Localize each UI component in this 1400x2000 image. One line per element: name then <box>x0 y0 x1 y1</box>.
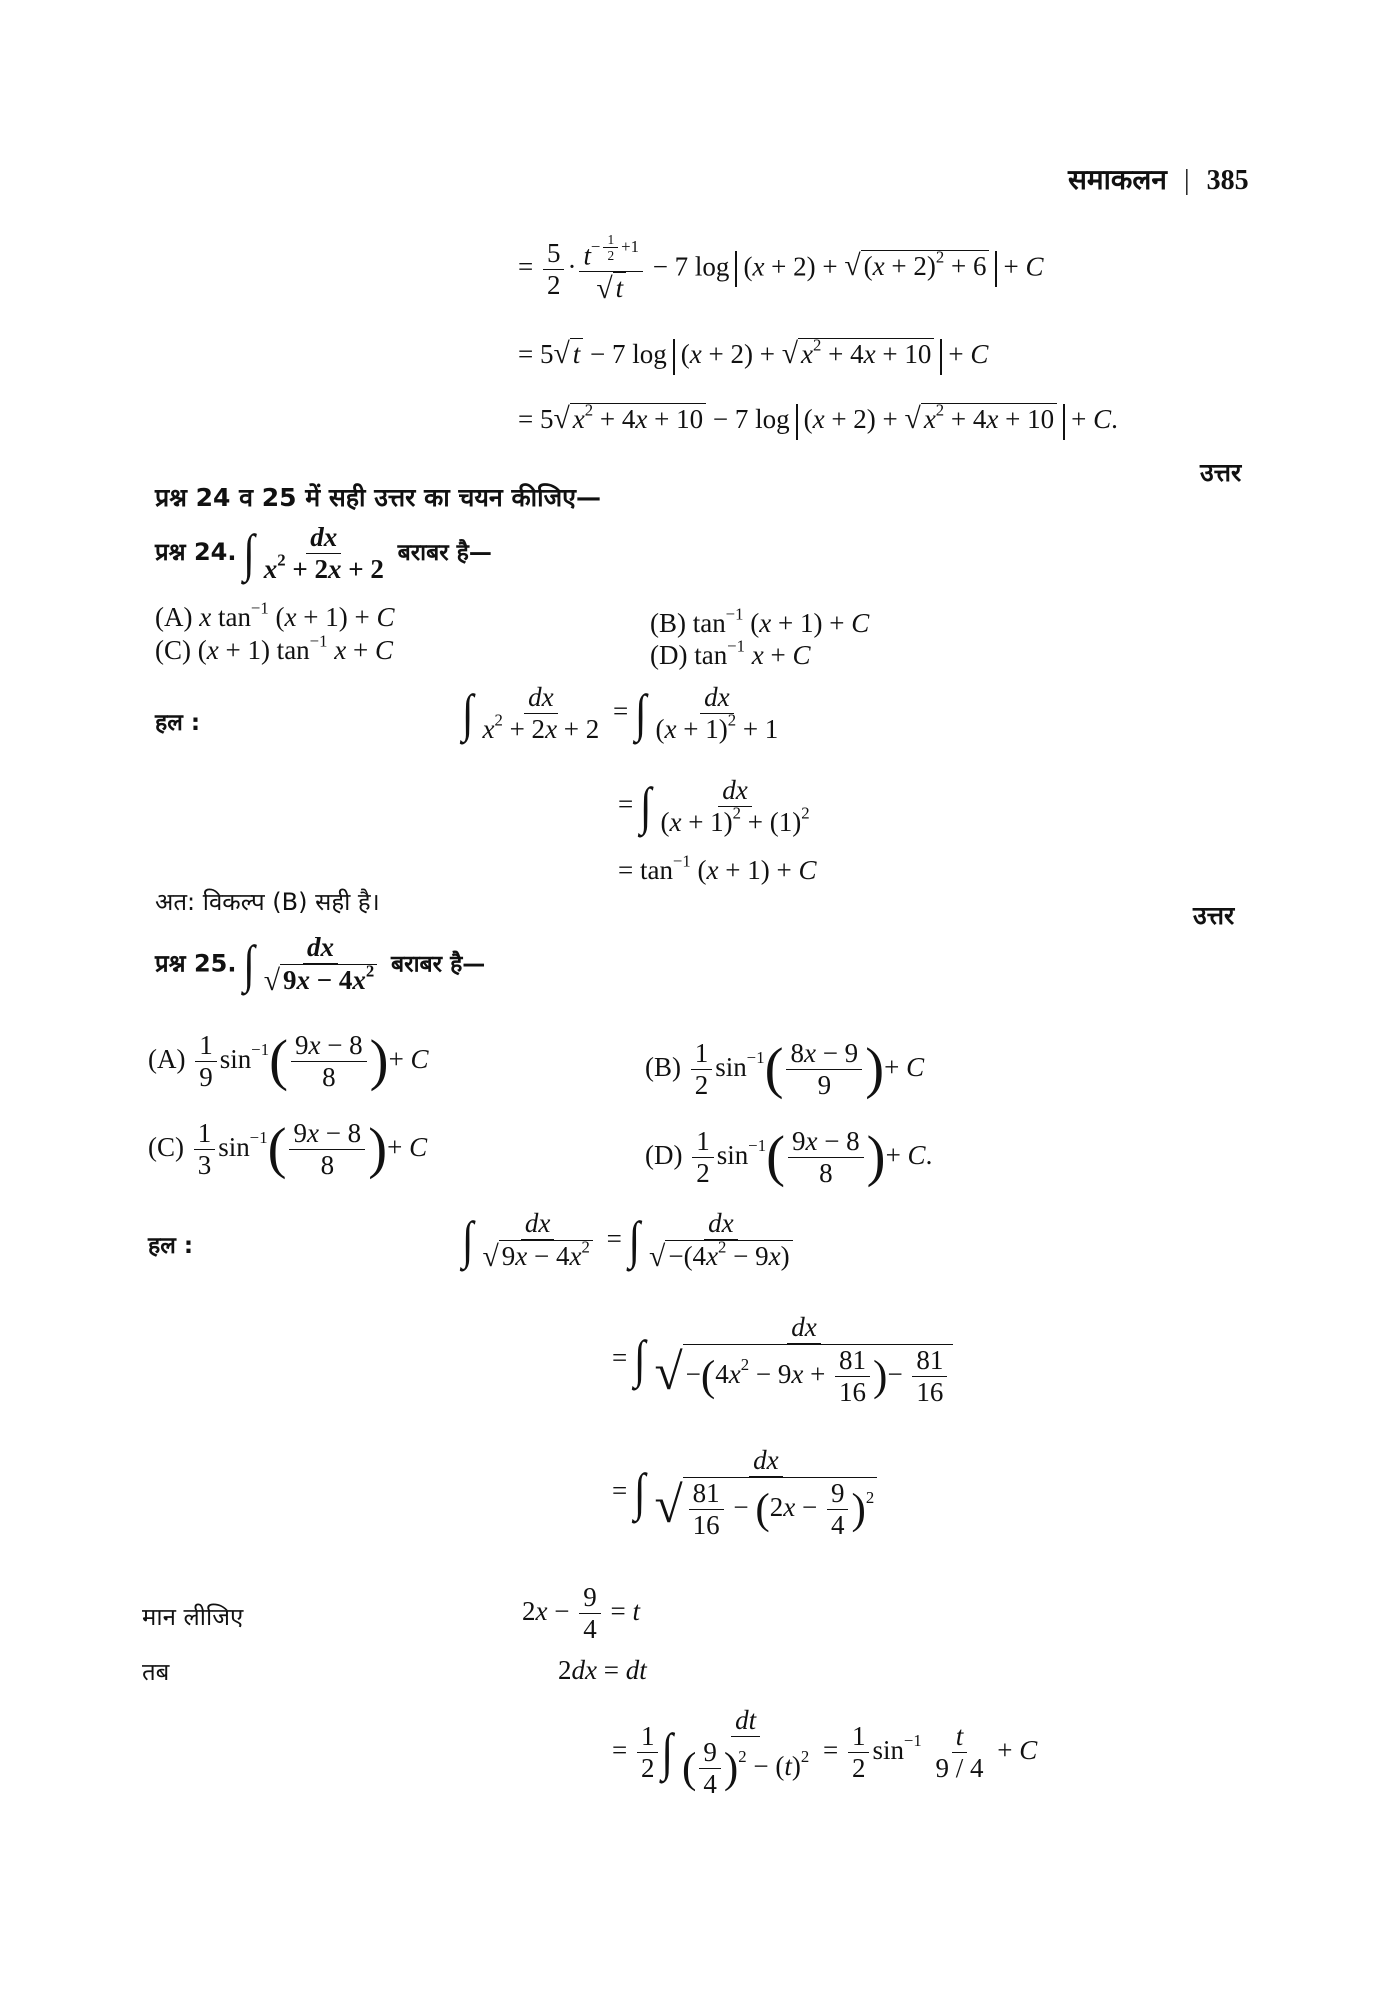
q25-step-1: ∫ dx √ $9x - 4x^2$ = ∫ dx √ $-(4x^2 - 9x)$ <box>462 1208 800 1274</box>
question-25: प्रश्न 25. ∫ dx √ $9x - 4x^2$ बराबर है— <box>155 932 486 998</box>
prev-solution-line-1: = $\frac{5}{2}$ · $t^{- \frac{1}{2} +1}$ √ t − 7 log (x + 2) + √ $(x + 2)^2 + 6$ + C <box>518 232 1044 306</box>
section-heading: प्रश्न 24 व 25 में सही उत्तर का चयन कीजिए— <box>155 483 601 512</box>
q24-step-3: = $\tan^{-1} (x + 1) + C$ <box>618 851 817 885</box>
final-equation: = $\frac{1}{2}$ ∫ dt ( $\frac{9}{4}$ )$^2 - (t)^2$ = $\frac{1}{2}$ $\sin^{-1}$ $\frac{t}{9 / 4}$ + C <box>612 1705 1038 1800</box>
page-header <box>1068 160 1249 198</box>
answer-label: उत्तर <box>1193 901 1235 930</box>
let-label: मान लीजिए <box>142 1603 244 1631</box>
q24-step-2: = ∫ $\frac{dx}{(x + 1)^2 + (1)^2}$ <box>618 775 810 838</box>
option-a[interactable]: (A) x $\tan^{-1} (x + 1) + C$ <box>155 598 395 632</box>
header-separator: | <box>1183 165 1190 196</box>
question-suffix: बराबर है— <box>391 951 486 978</box>
integrand-numerator: dx <box>306 522 341 554</box>
chapter-title: समाकलन <box>1068 163 1167 196</box>
question-label: प्रश्न 25. <box>155 949 237 978</box>
question-24: प्रश्न 24. ∫ $\frac{dx}{x^2 + 2x + 2}$ बराबर है— <box>155 522 492 585</box>
option-c[interactable]: (C) $\frac{1}{3}$ $\sin^{-1}$( $\frac{9x - 8}{8}$ )+ C <box>148 1117 428 1181</box>
prev-solution-line-3: = 5 √ $x^2 + 4x + 10$ − 7 log (x + 2) + √ $x^2 + 4x + 10$ + C. <box>518 403 1118 440</box>
q25-step-3: = ∫ dx √ $\frac{81}{16}$ − (2x − $\frac{9}{4}$ )$^2$ <box>612 1445 884 1541</box>
solution-label: हल : <box>155 710 201 736</box>
q24-conclusion: अत: विकल्प (B) सही है। <box>155 888 380 916</box>
option-c[interactable]: (C) (x + 1) $\tan^{-1} x + C$ <box>155 631 393 665</box>
question-suffix: बराबर है— <box>397 539 492 566</box>
solution-label: हल : <box>148 1233 194 1259</box>
let-equation: 2x − $\frac{9}{4}$ = t <box>522 1582 640 1645</box>
integrand-numerator: dx <box>303 932 338 964</box>
option-b[interactable]: (B) $\frac{1}{2}$ $\sin^{-1}$( $\frac{8x - 9}{9}$ )+ C <box>645 1037 925 1101</box>
option-d[interactable]: (D) $\frac{1}{2}$ $\sin^{-1}$( $\frac{9x - 8}{8}$ )+ C. <box>645 1125 933 1189</box>
then-label: तब <box>142 1658 170 1686</box>
q25-step-2: = ∫ dx √ $-(4x^2 - 9x$ + $\frac{81}{16}$ )− $\frac{81}{16}$ <box>612 1312 960 1408</box>
option-d[interactable]: (D) $\tan^{-1} x + C$ <box>650 636 811 670</box>
then-equation: 2dx = dt <box>558 1655 647 1685</box>
option-a[interactable]: (A) $\frac{1}{9}$ $\sin^{-1}$( $\frac{9x - 8}{8}$ )+ C <box>148 1029 429 1093</box>
prev-solution-line-2: = 5 √ t − 7 log (x + 2) + √ $x^2 + 4x + 10$ + C <box>518 338 988 375</box>
page-number: 385 <box>1206 165 1249 196</box>
question-label: प्रश्न 24. <box>155 537 237 566</box>
option-b[interactable]: (B) $\tan^{-1} (x + 1) + C$ <box>650 604 870 638</box>
q24-step-1: ∫ $\frac{dx}{x^2 + 2x + 2}$ = ∫ $\frac{dx}{(x + 1)^2 + 1}$ <box>462 682 779 745</box>
answer-label: उत्तर <box>1200 458 1242 487</box>
